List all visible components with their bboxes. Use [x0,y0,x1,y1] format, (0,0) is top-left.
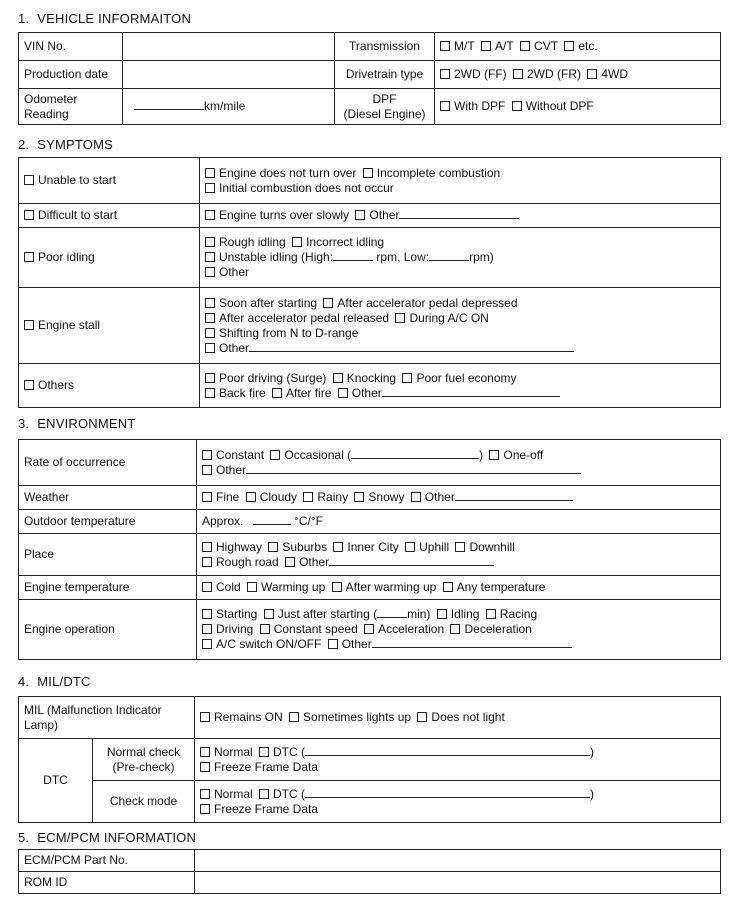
drivetrain-options [435,61,721,89]
checkbox[interactable] [205,252,215,262]
option-label: Engine does not turn over [219,165,357,180]
symptom-label: Poor idling [38,250,95,264]
part-no-label: ECM/PCM Part No. [19,850,195,872]
blank-line[interactable] [333,250,373,261]
section-number: 2. [18,137,30,152]
vehicle-info-table [18,32,721,125]
check-mode-options [195,781,721,823]
option-label: Idling [450,607,480,621]
vin-label: VIN No. [19,33,123,61]
option-label: Driving [216,622,254,636]
dtc-label: DTC [19,739,93,823]
section-title: VEHICLE INFORMAITON [37,11,192,26]
environment-table [18,439,721,660]
checkbox[interactable] [437,609,447,619]
place-options [197,534,721,576]
poor-idling-cell [19,228,200,288]
place-label: Place [19,534,197,576]
section-title: SYMPTOMS [37,137,114,152]
option-label: Sometimes lights up [303,710,412,724]
option-label: Poor driving (Surge) [219,370,327,385]
option-label: Just after starting ( [277,607,378,621]
option-label: CVT [534,39,559,53]
checkbox[interactable] [202,450,212,460]
checkbox[interactable] [489,450,499,460]
option-label: min) [407,607,431,621]
checkbox[interactable] [355,210,365,220]
checkbox[interactable] [364,624,374,634]
checkbox[interactable] [440,101,450,111]
blank-line[interactable] [246,463,581,474]
checkbox[interactable] [205,388,215,398]
option-label: Other [351,385,382,400]
transmission-options [435,33,721,61]
checkbox[interactable] [402,373,412,383]
section-5-heading [18,830,196,845]
option-label: Does not light [431,710,505,724]
option-label: Back fire [219,385,266,400]
checkbox[interactable] [205,298,215,308]
checkbox[interactable] [323,298,333,308]
option-label: Freeze Frame Data [214,759,319,774]
checkbox[interactable] [395,313,405,323]
option-label: Constant speed [273,622,358,636]
blank-line[interactable] [134,99,204,110]
option-label: Highway [216,539,263,554]
option-label: Initial combustion does not occur [219,180,394,195]
others-options [200,364,721,408]
unable-start-cell [19,158,200,204]
checkbox[interactable] [24,210,34,220]
outdoor-temp-label: Outdoor temperature [19,510,197,534]
transmission-label: Transmission [335,33,435,61]
checkbox[interactable] [205,237,215,247]
option-label: Any temperature [456,580,546,594]
option-label: After warming up [345,580,437,594]
checkbox[interactable] [246,492,256,502]
option-label: A/T [495,39,514,53]
option-label: Occasional ( [284,447,352,462]
section-number: 4. [18,674,30,689]
weather-options [197,486,721,510]
option-label: Freeze Frame Data [214,801,319,816]
dpf-label [335,89,435,125]
checkbox[interactable] [260,624,270,634]
section-1-heading [18,11,191,26]
checkbox[interactable] [338,388,348,398]
approx-label: Approx. [202,514,244,528]
blank-line[interactable] [329,555,494,566]
blank-line[interactable] [249,341,574,352]
section-title: MIL/DTC [37,674,91,689]
dpf-subtitle: (Diesel Engine) [343,106,426,121]
blank-line[interactable] [429,250,469,261]
checkbox[interactable] [405,542,415,552]
weather-label: Weather [19,486,197,510]
option-label: After accelerator pedal released [219,310,390,325]
checkbox[interactable] [564,41,574,51]
option-label: Poor fuel economy [416,370,517,385]
option-label: Other [424,490,455,504]
section-title: ECM/PCM INFORMATION [37,830,197,845]
checkbox[interactable] [587,69,597,79]
check-mode-label: Check mode [93,781,195,823]
checkbox[interactable] [24,380,34,390]
checkbox[interactable] [24,252,34,262]
rom-id-label: ROM ID [19,872,195,894]
checkbox[interactable] [333,542,343,552]
engine-stall-options [200,288,721,364]
checkbox[interactable] [202,582,212,592]
symptom-label: Others [38,378,75,392]
option-label: After fire [286,385,332,400]
checkbox[interactable] [333,373,343,383]
option-label: ) [590,786,595,801]
option-label: Other [341,637,372,651]
blank-line[interactable] [377,607,407,618]
option-label: Constant [216,447,265,462]
checkbox[interactable] [328,639,338,649]
option-label: With DPF [454,99,506,113]
checkbox[interactable] [440,41,450,51]
option-label: 4WD [601,67,629,81]
dpf-title: DPF [372,91,397,106]
option-label: Other [219,340,250,355]
normal-check-title: Normal check [106,744,181,759]
checkbox[interactable] [205,373,215,383]
blank-line[interactable] [455,490,573,501]
unable-start-options [200,158,721,204]
option-label: Acceleration [378,622,445,636]
blank-line[interactable] [372,637,572,648]
part-no-field[interactable] [195,850,721,872]
section-number: 5. [18,830,30,845]
option-label: Rough idling [219,235,286,249]
checkbox[interactable] [259,747,269,757]
option-label: Unstable idling (High: [219,250,334,264]
option-label: Incomplete combustion [376,165,501,180]
mil-dtc-table [18,696,721,823]
option-label: Other [369,208,400,222]
checkbox[interactable] [200,804,210,814]
option-label: DTC ( [273,786,306,801]
option-label: Other [219,265,250,279]
section-number: 3. [18,416,30,431]
checkbox[interactable] [513,69,523,79]
option-label: rpm) [469,250,494,264]
blank-line[interactable] [305,745,590,756]
checkbox[interactable] [520,41,530,51]
symptom-label: Engine stall [38,318,101,332]
odometer-field[interactable] [123,89,335,125]
symptoms-table [18,157,721,408]
checkbox[interactable] [354,492,364,502]
option-label: Knocking [346,370,397,385]
checkbox[interactable] [202,465,212,475]
blank-line[interactable] [305,787,590,798]
checkbox[interactable] [363,168,373,178]
blank-line[interactable] [351,448,479,459]
checkbox[interactable] [512,101,522,111]
vin-field[interactable] [123,33,335,61]
option-label: Incorrect idling [306,235,385,249]
checkbox[interactable] [205,313,215,323]
option-label: Starting [216,607,258,621]
option-label: One-off [503,447,544,462]
checkbox[interactable] [486,609,496,619]
option-label: ) [479,447,484,462]
rate-options [197,440,721,486]
option-label: Rainy [317,490,349,504]
checkbox[interactable] [24,320,34,330]
option-label: Snowy [368,490,405,504]
symptom-label: Difficult to start [38,208,118,222]
checkbox[interactable] [205,210,215,220]
option-label: Normal [214,744,253,759]
checkbox[interactable] [268,542,278,552]
checkbox[interactable] [205,267,215,277]
option-label: Without DPF [525,99,594,113]
option-label: Suburbs [282,539,328,554]
checkbox[interactable] [292,237,302,247]
pre-check-sub: (Pre-check) [112,759,175,774]
temp-unit: °C/°F [294,514,323,528]
option-label: Other [299,554,330,569]
mil-options [195,697,721,739]
section-3-heading [18,416,136,431]
engine-temp-options [197,576,721,600]
checkbox[interactable] [289,712,299,722]
production-field[interactable] [123,61,335,89]
odometer-label: Odometer Reading [19,89,123,125]
checkbox[interactable] [202,542,212,552]
checkbox[interactable] [272,388,282,398]
dpf-options [435,89,721,125]
checkbox[interactable] [202,639,212,649]
option-label: Cold [216,580,241,594]
section-title: ENVIRONMENT [37,416,136,431]
checkbox[interactable] [202,492,212,502]
checkbox[interactable] [440,69,450,79]
checkbox[interactable] [264,609,274,619]
option-label: Fine [216,490,240,504]
option-label: Uphill [419,539,450,554]
option-label: A/C switch ON/OFF [216,637,322,651]
checkbox[interactable] [200,789,210,799]
checkbox[interactable] [202,624,212,634]
option-label: Racing [499,607,538,621]
drivetrain-label: Drivetrain type [335,61,435,89]
engine-stall-cell [19,288,200,364]
checkbox[interactable] [411,492,421,502]
rom-id-field[interactable] [195,872,721,894]
checkbox[interactable] [205,343,215,353]
difficult-start-options [200,204,721,228]
option-label: rpm, Low: [376,250,430,264]
outdoor-temp-field [197,510,721,534]
checkbox[interactable] [205,168,215,178]
option-label: After accelerator pedal depressed [337,295,518,310]
option-label: Engine turns over slowly [219,208,350,222]
checkbox[interactable] [481,41,491,51]
checkbox[interactable] [200,747,210,757]
checkbox[interactable] [200,762,210,772]
section-2-heading [18,137,113,152]
option-label: Inner City [347,539,399,554]
checkbox[interactable] [270,450,280,460]
checkbox[interactable] [202,557,212,567]
checkbox[interactable] [285,557,295,567]
production-label: Production date [19,61,123,89]
option-label: Rough road [216,554,279,569]
mil-label: MIL (Malfunction Indicator Lamp) [19,697,195,739]
option-label: Other [216,462,247,477]
checkbox[interactable] [200,712,210,722]
checkbox[interactable] [417,712,427,722]
engine-temp-label: Engine temperature [19,576,197,600]
checkbox[interactable] [303,492,313,502]
option-label: 2WD (FF) [454,67,507,81]
option-label: Warming up [261,580,326,594]
section-number: 1. [18,11,30,26]
poor-idling-options [200,228,721,288]
option-label: Remains ON [214,710,283,724]
option-label: Shifting from N to D-range [219,325,359,340]
section-4-heading [18,674,91,689]
checkbox[interactable] [259,789,269,799]
option-label: M/T [454,39,475,53]
symptom-label: Unable to start [38,173,117,187]
option-label: Cloudy [259,490,298,504]
ecm-info-table [18,849,721,894]
option-label: Normal [214,786,253,801]
engine-op-label: Engine operation [19,600,197,660]
normal-check-label [93,739,195,781]
option-label: DTC ( [273,744,306,759]
engine-op-options [197,600,721,660]
blank-line[interactable] [399,208,519,219]
checkbox[interactable] [24,175,34,185]
checkbox[interactable] [247,582,257,592]
option-label: Downhill [469,539,515,554]
blank-line[interactable] [253,514,291,525]
option-label: etc. [578,39,598,53]
checkbox[interactable] [205,183,215,193]
odometer-unit: km/mile [204,99,246,113]
difficult-start-cell [19,204,200,228]
checkbox[interactable] [202,609,212,619]
option-label: Soon after starting [219,295,318,310]
checkbox[interactable] [455,542,465,552]
blank-line[interactable] [382,386,560,397]
rate-label: Rate of occurrence [19,440,197,486]
checkbox[interactable] [443,582,453,592]
checkbox[interactable] [205,328,215,338]
normal-check-options [195,739,721,781]
checkbox[interactable] [332,582,342,592]
option-label: 2WD (FR) [527,67,581,81]
option-label: During A/C ON [409,310,489,325]
others-cell [19,364,200,408]
option-label: ) [590,744,595,759]
checkbox[interactable] [450,624,460,634]
option-label: Deceleration [464,622,532,636]
